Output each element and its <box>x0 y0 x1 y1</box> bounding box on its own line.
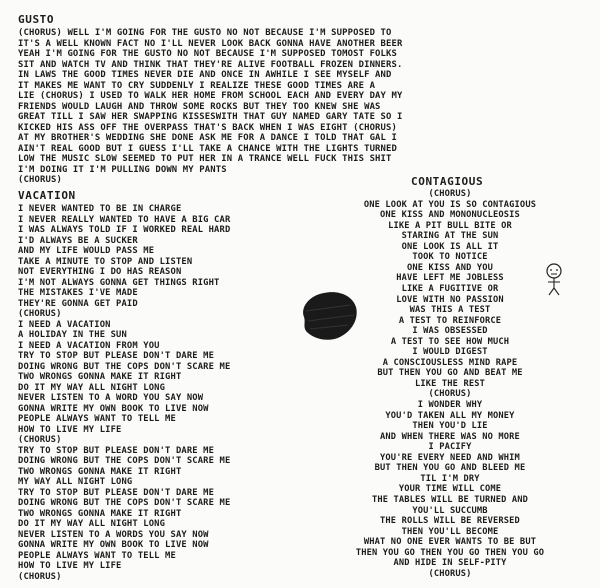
vacation-line: MY WAY ALL NIGHT LONG <box>18 477 133 487</box>
vacation-line: GONNA WRITE MY OWN BOOK TO LIVE NOW <box>18 540 209 550</box>
vacation-line: GONNA WRITE MY OWN BOOK TO LIVE NOW <box>18 403 209 414</box>
contagious-line: ONE KISS AND MONONUCLEOSIS <box>380 210 520 221</box>
contagious-line: ONE LOOK AT YOU IS SO CONTAGIOUS <box>363 199 537 210</box>
contagious-line: TOOK TO NOTICE <box>412 252 488 263</box>
vacation-line: PEOPLE ALWAYS WANT TO TELL ME <box>18 550 176 561</box>
vacation-line: I'D ALWAYS BE A SUCKER <box>18 235 138 246</box>
vacation-line: TWO WRONGS GONNA MAKE IT RIGHT <box>18 466 182 477</box>
vacation-line: TRY TO STOP BUT PLEASE DON'T DARE ME <box>18 445 215 456</box>
contagious-line: (CHORUS) <box>428 389 472 400</box>
contagious-line: THEN YOU'D LIE <box>412 421 488 432</box>
vacation-line: I WAS ALWAYS TOLD IF I WORKED REAL HARD <box>18 225 231 235</box>
vacation-line: A HOLIDAY IN THE SUN <box>18 330 127 340</box>
contagious-line: THEN YOU'LL BECOME <box>401 526 499 537</box>
vacation-line: (CHORUS) <box>18 435 62 445</box>
vacation-line: I'M NOT ALWAYS GONNA GET THINGS RIGHT <box>18 277 220 288</box>
ink-scribble <box>296 287 360 343</box>
vacation-line: THEY'RE GONNA GET PAID <box>18 298 138 309</box>
gusto-line: GREAT TILL I SAW HER SWAPPING KISSESWITH THAT GUY NAMED GARY TATE SO I <box>18 112 403 122</box>
contagious-line: LIKE A PIT BULL BITE OR <box>388 220 512 231</box>
contagious-line: (CHORUS) <box>428 568 472 579</box>
vacation-line: TRY TO STOP BUT PLEASE DON'T DARE ME <box>18 487 215 498</box>
gusto-line: LIE (CHORUS) I USED TO WALK HER HOME FROM SCHOOL EACH AND EVERY DAY MY <box>18 91 403 101</box>
contagious-line: WHAT NO ONE EVER WANTS TO BE BUT <box>363 537 537 548</box>
contagious-line: I WAS OBSESSED <box>412 326 488 337</box>
vacation-line: DOING WRONG BUT THE COPS DON'T SCARE ME <box>18 361 231 372</box>
contagious-line: THE TABLES WILL BE TURNED AND <box>371 494 529 505</box>
gusto-line: IT MAKES ME WANT TO CRY SUDDENLY I REALIZE THESE GOOD TIMES ARE A <box>18 80 376 91</box>
contagious-line: STARING AT THE SUN <box>401 231 499 242</box>
gusto-line: (CHORUS) WELL I'M GOING FOR THE GUSTO NO NOT BECAUSE I'M SUPPOSED TO <box>18 28 392 38</box>
vacation-line: TRY TO STOP BUT PLEASE DON'T DARE ME <box>18 351 215 361</box>
vacation-line: HOW TO LIVE MY LIFE <box>18 424 122 435</box>
gusto-title: GUSTO <box>18 13 55 26</box>
contagious-line: ONE KISS AND YOU <box>406 262 494 273</box>
vacation-line: TWO WRONGS GONNA MAKE IT RIGHT <box>18 372 182 382</box>
vacation-line: HOW TO LIVE MY LIFE <box>18 561 122 571</box>
vacation-line: DO IT MY WAY ALL NIGHT LONG <box>18 519 166 529</box>
contagious-line: LOVE WITH NO PASSION <box>396 294 504 305</box>
gusto-line: FRIENDS WOULD LAUGH AND THROW SOME ROCKS BUT THEY TOO KNEW SHE WAS <box>18 101 381 112</box>
contagious-line: YOU'RE EVERY NEED AND WHIM <box>380 452 520 463</box>
contagious-line: THE ROLLS WILL BE REVERSED <box>380 516 520 527</box>
contagious-line: (CHORUS) <box>428 189 472 199</box>
gusto-line: IT'S A WELL KNOWN FACT NO I'LL NEVER LOOK BACK GONNA HAVE ANOTHER BEER <box>18 38 403 49</box>
vacation-line: AND MY LIFE WOULD PASS ME <box>18 246 155 256</box>
vacation-line: NEVER LISTEN TO A WORDS YOU SAY NOW <box>18 529 209 540</box>
vacation-title: VACATION <box>18 189 76 202</box>
contagious-line: YOU'D TAKEN ALL MY MONEY <box>385 410 515 421</box>
vacation-line: (CHORUS) <box>18 571 62 582</box>
gusto-line: (CHORUS) <box>18 175 62 185</box>
contagious-line: A TEST TO SEE HOW MUCH <box>390 336 510 347</box>
vacation-line: I NEED A VACATION FROM YOU <box>18 340 160 351</box>
contagious-line: AND WHEN THERE WAS NO MORE <box>380 431 520 442</box>
contagious-line: I WONDER WHY <box>417 400 483 410</box>
contagious-line: HAVE LEFT ME JOBLESS <box>396 273 504 284</box>
gusto-line: AT MY BROTHER'S WEDDING SHE DONE ASK ME FOR A DANCE I TOLD THAT GAL I <box>18 133 398 143</box>
contagious-line: WAS THIS A TEST <box>409 305 491 316</box>
gusto-line: YEAH I'M GOING FOR THE GUSTO NO NOT BECAUSE I'M SUPPOSED TOMOST FOLKS <box>18 49 398 59</box>
gusto-line: KICKED HIS ASS OFF THE OVERPASS THAT'S BACK WHEN I WAS EIGHT (CHORUS) <box>18 122 398 133</box>
contagious-line: BUT THEN YOU GO AND BEAT ME <box>377 368 523 379</box>
contagious-line: A TEST TO REINFORCE <box>398 315 502 326</box>
gusto-line: IN LAWS THE GOOD TIMES NEVER DIE AND ONCE IN AWHILE I SEE MYSELF AND <box>18 70 392 80</box>
vacation-line: PEOPLE ALWAYS WANT TO TELL ME <box>18 414 176 424</box>
vacation-line: TWO WRONGS GONNA MAKE IT RIGHT <box>18 508 182 519</box>
contagious-title: CONTAGIOUS <box>411 175 484 188</box>
contagious-line: LIKE A FUGITIVE OR <box>401 283 499 294</box>
vacation-line: I NEED A VACATION <box>18 319 111 330</box>
contagious-line: LIKE THE REST <box>415 378 485 389</box>
vacation-line: I NEVER REALLY WANTED TO HAVE A BIG CAR <box>18 214 231 225</box>
contagious-line: BUT THEN YOU GO AND BLEED ME <box>374 463 526 474</box>
vacation-line: DO IT MY WAY ALL NIGHT LONG <box>18 382 166 393</box>
contagious-line: ONE LOOK IS ALL IT <box>401 241 499 252</box>
vacation-line: NOT EVERYTHING I DO HAS REASON <box>18 267 182 277</box>
contagious-line: YOU'LL SUCCUMB <box>412 505 488 516</box>
contagious-line: TIL I'M DRY <box>420 473 480 484</box>
vacation-line: I NEVER WANTED TO BE IN CHARGE <box>18 204 182 214</box>
contagious-line: THEN YOU GO THEN YOU GO THEN YOU GO <box>355 547 545 558</box>
vacation-line: DOING WRONG BUT THE COPS DON'T SCARE ME <box>18 456 231 466</box>
stick-figure-doodle <box>540 262 568 296</box>
vacation-line: TAKE A MINUTE TO STOP AND LISTEN <box>18 256 193 267</box>
contagious-line: AND HIDE IN SELF-PITY <box>393 558 507 569</box>
contagious-line: A CONSCIOUSLESS MIND RAPE <box>382 357 518 368</box>
gusto-line: SIT AND WATCH TV AND THINK THAT THEY'RE ALIVE FOOTBALL FROZEN DINNERS. <box>18 59 403 70</box>
gusto-line: AIN'T REAL GOOD BUT I GUESS I'LL TAKE A CHANCE WITH THE LIGHTS TURNED <box>18 143 398 154</box>
contagious-line: YOUR TIME WILL COME <box>398 484 502 495</box>
gusto-line: LOW THE MUSIC SLOW SEEMED TO PUT HER IN A TRANCE WELL FUCK THIS SHIT <box>18 154 392 164</box>
vacation-line: (CHORUS) <box>18 309 62 319</box>
gusto-line: I'M DOING IT I'M PULLING DOWN MY PANTS <box>18 164 227 175</box>
vacation-line: DOING WRONG BUT THE COPS DON'T SCARE ME <box>18 498 231 508</box>
contagious-line: I PACIFY <box>428 442 472 453</box>
vacation-line: NEVER LISTEN TO A WORD YOU SAY NOW <box>18 393 204 403</box>
contagious-line: I WOULD DIGEST <box>412 347 488 358</box>
vacation-line: THE MISTAKES I'VE MADE <box>18 288 138 298</box>
